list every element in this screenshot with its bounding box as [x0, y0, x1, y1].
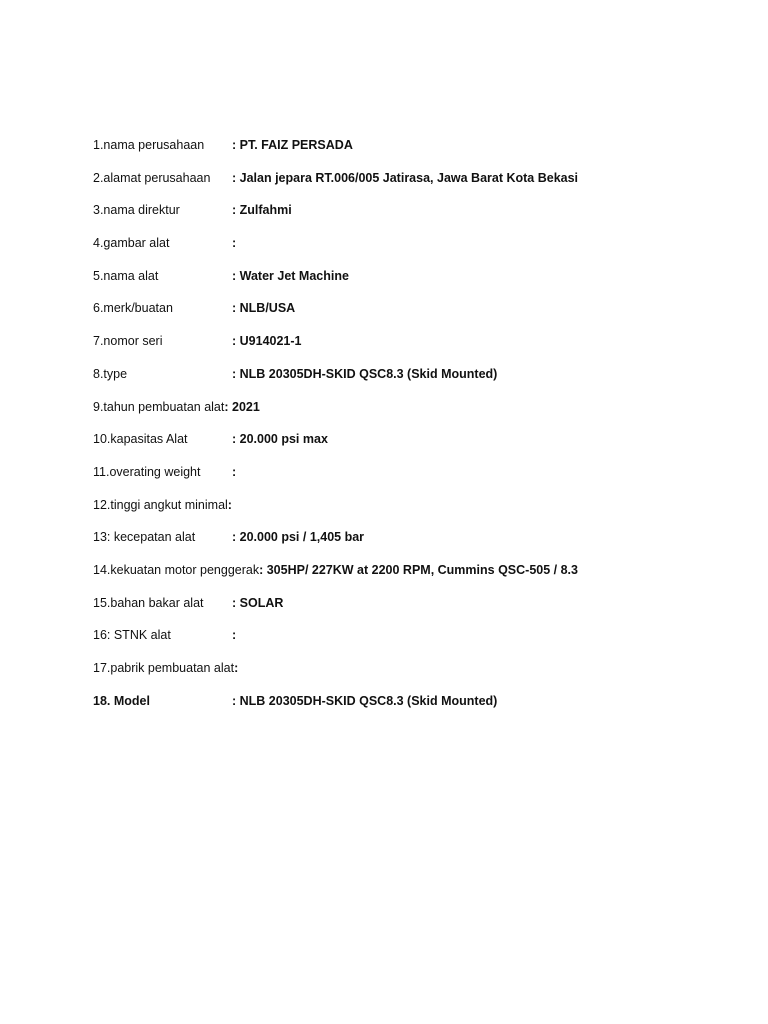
spec-row-brand: [93, 299, 733, 332]
spec-value: :: [232, 464, 237, 479]
spec-label: 5.nama alat: [93, 268, 159, 283]
spec-row-factory: [93, 659, 733, 692]
spec-label: 13: kecepatan alat: [93, 530, 196, 545]
spec-row-motor-power: [93, 561, 733, 594]
spec-value: : 20.000 psi max: [232, 432, 328, 447]
spec-label: 8.type: [93, 366, 128, 381]
spec-value: : NLB 20305DH-SKID QSC8.3 (Skid Mounted): [232, 366, 498, 381]
spec-value: : Jalan jepara RT.006/005 Jatirasa, Jawa Barat Kota Bekasi: [232, 170, 579, 185]
spec-row-type: [93, 365, 733, 398]
spec-row-tool-name: [93, 267, 733, 300]
spec-row-director-name: [93, 201, 733, 234]
spec-value: :: [234, 661, 239, 675]
spec-value: : 20.000 psi / 1,405 bar: [232, 530, 365, 545]
spec-value: : SOLAR: [232, 595, 284, 610]
spec-row-stnk: [93, 626, 733, 659]
spec-list: [93, 136, 733, 724]
spec-label: 12.tinggi angkut minimal: [93, 497, 228, 512]
spec-value: : 305HP/ 227KW at 2200 RPM, Cummins QSC-505 / 8.3: [259, 562, 578, 577]
spec-label: 7.nomor seri: [93, 334, 163, 349]
spec-row-min-lift-height: [93, 496, 733, 529]
spec-label: 3.nama direktur: [93, 203, 180, 218]
spec-row-company-address: [93, 169, 733, 202]
spec-row-operating-weight: [93, 463, 733, 496]
spec-row-capacity: [93, 430, 733, 463]
spec-row-speed: [93, 528, 733, 561]
spec-label: 17.pabrik pembuatan alat: [93, 661, 235, 675]
spec-row-serial-number: [93, 332, 733, 365]
spec-value: :: [232, 236, 237, 251]
spec-label: 16: STNK alat: [93, 628, 171, 643]
spec-row-year: [93, 398, 733, 431]
spec-row-model: [93, 692, 733, 725]
spec-value: :: [232, 628, 237, 643]
spec-label: 4.gambar alat: [93, 236, 170, 251]
spec-value: : NLB 20305DH-SKID QSC8.3 (Skid Mounted): [232, 693, 498, 708]
spec-row-fuel: [93, 594, 733, 627]
spec-value: : PT. FAIZ PERSADA: [232, 138, 353, 152]
spec-value: : Water Jet Machine: [232, 268, 349, 283]
spec-label: 10.kapasitas Alat: [93, 432, 188, 447]
spec-label: 15.bahan bakar alat: [93, 595, 204, 610]
spec-row-tool-image: [93, 234, 733, 267]
spec-row-company-name: [93, 136, 733, 169]
spec-value: : U914021-1: [232, 334, 302, 349]
spec-value: :: [227, 497, 232, 512]
spec-label: 2.alamat perusahaan: [93, 170, 211, 185]
spec-label: 1.nama perusahaan: [93, 138, 205, 152]
spec-label: 18. Model: [93, 693, 150, 708]
spec-value: : 2021: [224, 399, 260, 414]
spec-label: 9.tahun pembuatan alat: [93, 399, 225, 414]
spec-label: 14.kekuatan motor penggerak: [93, 562, 260, 577]
spec-value: : Zulfahmi: [232, 203, 292, 218]
spec-value: : NLB/USA: [232, 301, 296, 316]
spec-label: 11.overating weight: [93, 464, 201, 479]
spec-label: 6.merk/buatan: [93, 301, 173, 316]
